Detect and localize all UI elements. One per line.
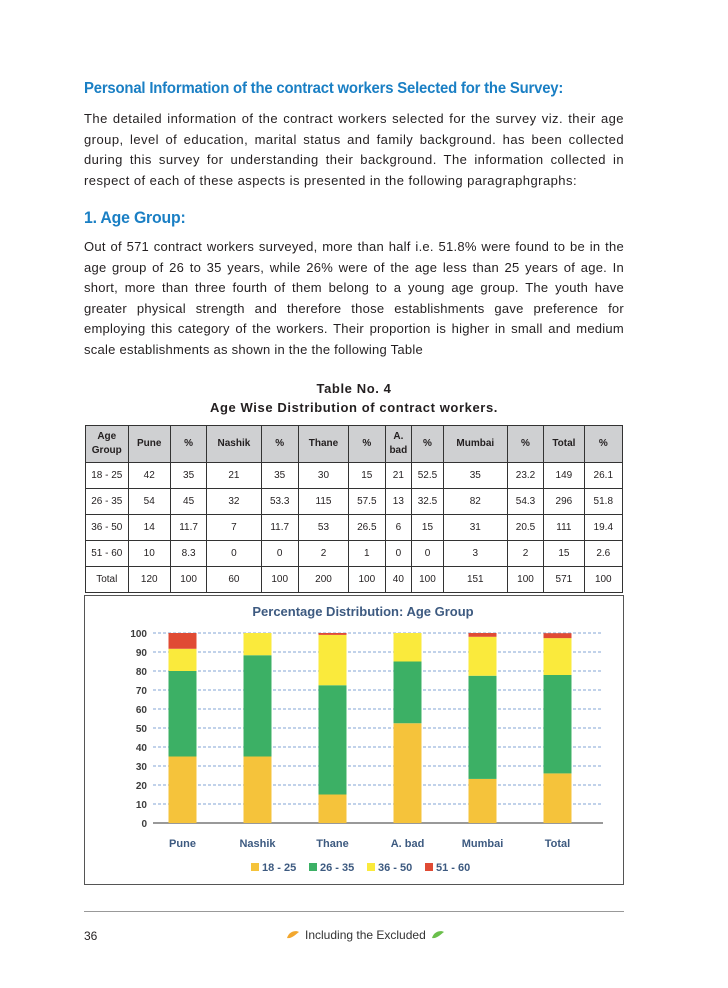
legend-label: 51 - 60: [436, 862, 471, 874]
table-row: [86, 567, 623, 593]
table-header-cell: Thane: [299, 426, 349, 463]
table-cell: 100: [262, 567, 299, 593]
table-cell: 35: [262, 463, 299, 489]
table-cell: 54: [129, 489, 171, 515]
footer-divider: [84, 911, 624, 912]
chart-x-tick-label: Total: [544, 838, 571, 850]
chart-y-tick-label: 10: [135, 800, 147, 811]
table-cell: 111: [544, 515, 584, 541]
legend-swatch: [309, 863, 317, 871]
bar-18-25-Total: [544, 773, 572, 823]
chart-y-tick-label: 100: [130, 629, 147, 640]
table-cell: 54.3: [508, 489, 544, 515]
bar-26-35-Pune: [169, 671, 197, 757]
table-cell: 0: [262, 541, 299, 567]
table-cell: 35: [444, 463, 508, 489]
table-cell: 149: [544, 463, 584, 489]
table-cell: 30: [299, 463, 349, 489]
table-header-cell: Total: [544, 426, 584, 463]
table-cell: 45: [171, 489, 207, 515]
table-row-label: Total: [86, 567, 129, 593]
chart-y-tick-label: 50: [135, 724, 147, 735]
table-cell: 14: [129, 515, 171, 541]
chart-y-tick-label: 90: [135, 648, 147, 659]
table-cell: 60: [207, 567, 261, 593]
table-cell: 32: [207, 489, 261, 515]
table-cell: 32.5: [412, 489, 444, 515]
table-cell: 200: [299, 567, 349, 593]
table-cell: 0: [207, 541, 261, 567]
table-cell: 7: [207, 515, 261, 541]
bar-36-50-Total: [544, 638, 572, 675]
table-cell: 151: [444, 567, 508, 593]
table-cell: 11.7: [171, 515, 207, 541]
age-group-paragraph: Out of 571 contract workers surveyed, more than half i.e. 51.8% were found to be in the age group of 26 to 35 years, while 26% were of the age less than 25 years of age. In short, more than three fourth of them belong to a young age group. The youth have greater physical strength and therefore those establishments gave preference for employing this category of the workers. Their proportion is higher in small and medium scale establishments as shown in the the following Table: [84, 239, 624, 357]
intro-paragraph: The detailed information of the contract workers selected for the survey viz. their age group, level of education, marital status and family background. has been collected during this survey for understanding their background. The information collected in respect of each of these aspects is presented in the following paragraphgraphs:: [84, 111, 624, 188]
table-header-cell: A. bad: [386, 426, 413, 463]
table-cell: 3: [444, 541, 508, 567]
table-cell: 21: [386, 463, 413, 489]
chart-legend: [251, 862, 470, 874]
table-cell: 26.5: [349, 515, 385, 541]
bar-26-35-Nashik: [244, 655, 272, 756]
chart-x-tick-label: Mumbai: [461, 838, 504, 850]
legend-swatch: [367, 863, 375, 871]
table-cell: 6: [386, 515, 413, 541]
bar-51-60-Pune: [169, 633, 197, 649]
table-header-cell: Age Group: [86, 426, 129, 463]
table-cell: 296: [544, 489, 584, 515]
bar-36-50-Abad: [394, 633, 422, 662]
footer-title: [286, 928, 445, 942]
table-cell: 1: [349, 541, 385, 567]
table-cell: 115: [299, 489, 349, 515]
chart-y-tick-label: 60: [135, 705, 147, 716]
table-cell: 100: [171, 567, 207, 593]
table-cell: 23.2: [508, 463, 544, 489]
legend-label: 18 - 25: [262, 862, 297, 874]
bar-26-35-Mumbai: [469, 676, 497, 779]
table-header-row: [86, 426, 623, 463]
table-cell: 571: [544, 567, 584, 593]
table-cell: 100: [508, 567, 544, 593]
bar-26-35-Thane: [319, 685, 347, 794]
section-title: Personal Information of the contract workers Selected for the Survey:: [84, 80, 564, 97]
table-header-cell: %: [585, 426, 623, 463]
bar-18-25-Pune: [169, 757, 197, 824]
publication-title: Including the Excluded: [305, 928, 426, 942]
table-cell: 21: [207, 463, 261, 489]
age-group-chart: [84, 595, 624, 885]
bar-26-35-Total: [544, 675, 572, 773]
chart-y-tick-label: 70: [135, 686, 147, 697]
table-header-cell: Nashik: [207, 426, 261, 463]
bar-36-50-Pune: [169, 649, 197, 671]
table-cell: 31: [444, 515, 508, 541]
bar-18-25-Thane: [319, 795, 347, 824]
bar-26-35-Abad: [394, 662, 422, 724]
table-row: [86, 515, 623, 541]
table-cell: 51.8: [585, 489, 623, 515]
chart-svg: [85, 596, 623, 884]
table-cell: 120: [129, 567, 171, 593]
table-cell: 82: [444, 489, 508, 515]
table-header-cell: %: [412, 426, 444, 463]
table-cell: 40: [386, 567, 413, 593]
table-cell: 53.3: [262, 489, 299, 515]
table-cell: 10: [129, 541, 171, 567]
table-body: [86, 463, 623, 593]
table-cell: 100: [349, 567, 385, 593]
table-cell: 0: [386, 541, 413, 567]
page-number: 36: [84, 929, 98, 943]
chart-x-tick-label: Thane: [316, 838, 349, 850]
table-cell: 15: [412, 515, 444, 541]
bar-18-25-Abad: [394, 723, 422, 823]
table-cell: 13: [386, 489, 413, 515]
table-cell: 20.5: [508, 515, 544, 541]
age-distribution-table: [85, 425, 623, 593]
chart-x-axis: [169, 838, 570, 850]
table-title: Age Wise Distribution of contract workers.: [209, 400, 498, 415]
table-cell: 35: [171, 463, 207, 489]
bar-51-60-Total: [544, 633, 572, 638]
chart-x-tick-label: A. bad: [390, 838, 425, 850]
legend-label: 36 - 50: [378, 862, 413, 874]
chart-x-tick-label: Nashik: [239, 838, 276, 850]
table-cell: 100: [412, 567, 444, 593]
table-header-cell: %: [349, 426, 385, 463]
chart-x-tick-label: Pune: [169, 838, 196, 850]
table-cell: 15: [544, 541, 584, 567]
bar-36-50-Thane: [319, 635, 347, 685]
chart-y-tick-label: 20: [135, 781, 147, 792]
table-row: [86, 463, 623, 489]
table-cell: 26.1: [585, 463, 623, 489]
table-cell: 42: [129, 463, 171, 489]
legend-swatch: [251, 863, 259, 871]
table-cell: 57.5: [349, 489, 385, 515]
table-row-label: 26 - 35: [86, 489, 129, 515]
table-number: Table No. 4: [316, 381, 392, 396]
table-cell: 2: [299, 541, 349, 567]
age-group-heading: 1. Age Group:: [84, 208, 186, 227]
table-cell: 52.5: [412, 463, 444, 489]
table-header-cell: %: [508, 426, 544, 463]
table-cell: 2.6: [585, 541, 623, 567]
table-row-label: 51 - 60: [86, 541, 129, 567]
chart-y-tick-label: 40: [135, 743, 147, 754]
chart-y-tick-label: 0: [141, 819, 147, 830]
legend-label: 26 - 35: [320, 862, 355, 874]
table-header-cell: %: [262, 426, 299, 463]
table-cell: 15: [349, 463, 385, 489]
orange-leaf-icon: [286, 930, 300, 940]
chart-y-tick-label: 30: [135, 762, 147, 773]
table-cell: 19.4: [585, 515, 623, 541]
table-cell: 11.7: [262, 515, 299, 541]
bar-36-50-Mumbai: [469, 637, 497, 676]
bar-51-60-Mumbai: [469, 633, 497, 637]
table-row-label: 18 - 25: [86, 463, 129, 489]
table-row: [86, 541, 623, 567]
bar-18-25-Mumbai: [469, 779, 497, 823]
chart-y-tick-label: 80: [135, 667, 147, 678]
chart-y-axis: [130, 629, 147, 830]
table-header-cell: %: [171, 426, 207, 463]
chart-title: Percentage Distribution: Age Group: [252, 604, 474, 619]
legend-swatch: [425, 863, 433, 871]
table-row: [86, 489, 623, 515]
table-cell: 8.3: [171, 541, 207, 567]
bar-36-50-Nashik: [244, 633, 272, 655]
bar-51-60-Thane: [319, 633, 347, 635]
table-row-label: 36 - 50: [86, 515, 129, 541]
green-leaf-icon: [431, 930, 445, 940]
table-header-cell: Mumbai: [444, 426, 508, 463]
bar-18-25-Nashik: [244, 757, 272, 824]
table-cell: 53: [299, 515, 349, 541]
table-cell: 0: [412, 541, 444, 567]
table-header-cell: Pune: [129, 426, 171, 463]
table-cell: 2: [508, 541, 544, 567]
chart-gridlines: [153, 633, 603, 823]
table-cell: 100: [585, 567, 623, 593]
